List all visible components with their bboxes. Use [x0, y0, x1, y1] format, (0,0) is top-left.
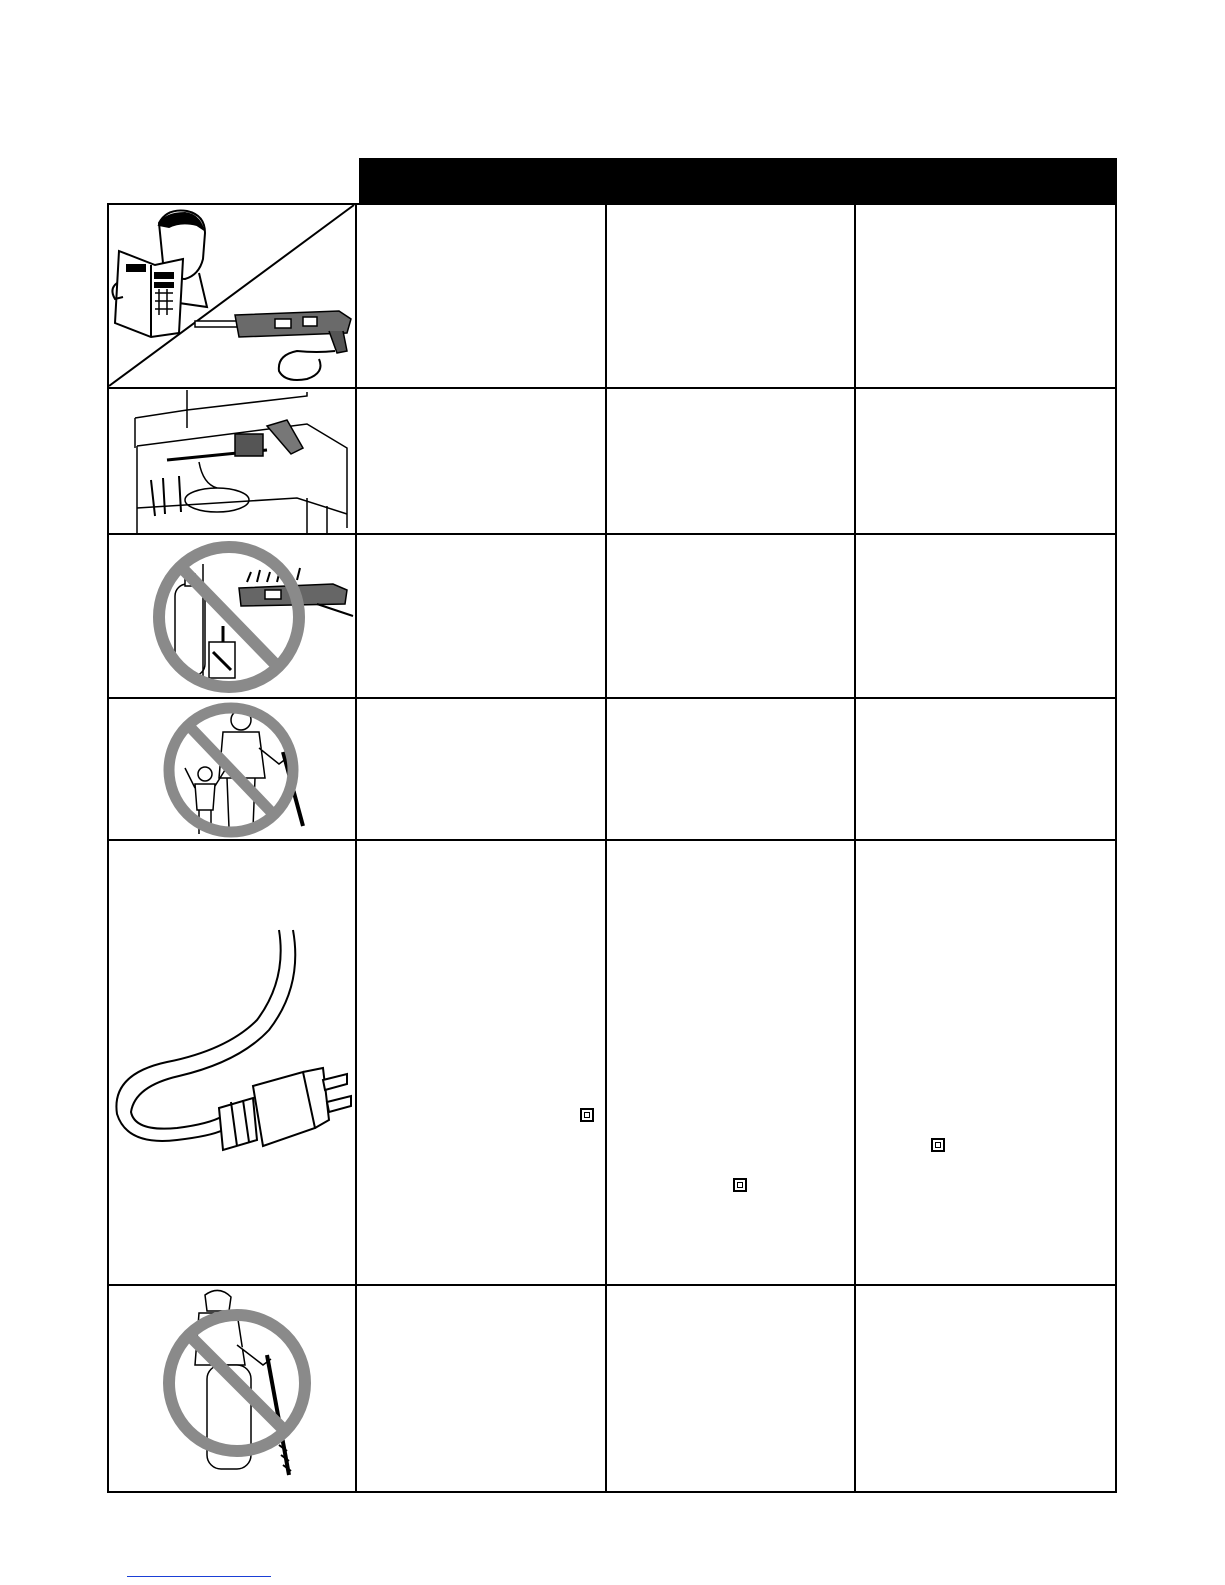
no-gas-cylinder-operation-icon — [107, 1285, 356, 1493]
table-header-bar — [359, 158, 1117, 203]
row-4-illustration — [107, 698, 356, 840]
power-cord-plug-icon — [107, 840, 356, 1285]
row-5-illustration — [107, 840, 356, 1285]
no-flammable-gas-cylinder-icon — [107, 534, 356, 698]
double-insulation-symbol-icon — [931, 1138, 945, 1152]
no-children-near-tool-icon — [107, 698, 356, 840]
safety-table — [107, 203, 1117, 1493]
row-3-illustration — [107, 534, 356, 698]
row-1-illustration — [107, 203, 356, 388]
person-reading-manual-icon — [112, 211, 207, 338]
row-2-illustration — [107, 388, 356, 534]
double-insulation-symbol-icon — [733, 1178, 747, 1192]
row-6-illustration — [107, 1285, 356, 1493]
workbench-storage-icon — [107, 388, 356, 534]
double-insulation-symbol-icon — [580, 1108, 594, 1122]
footer-link-underline[interactable] — [127, 1576, 271, 1577]
nail-gun-icon — [195, 311, 351, 380]
